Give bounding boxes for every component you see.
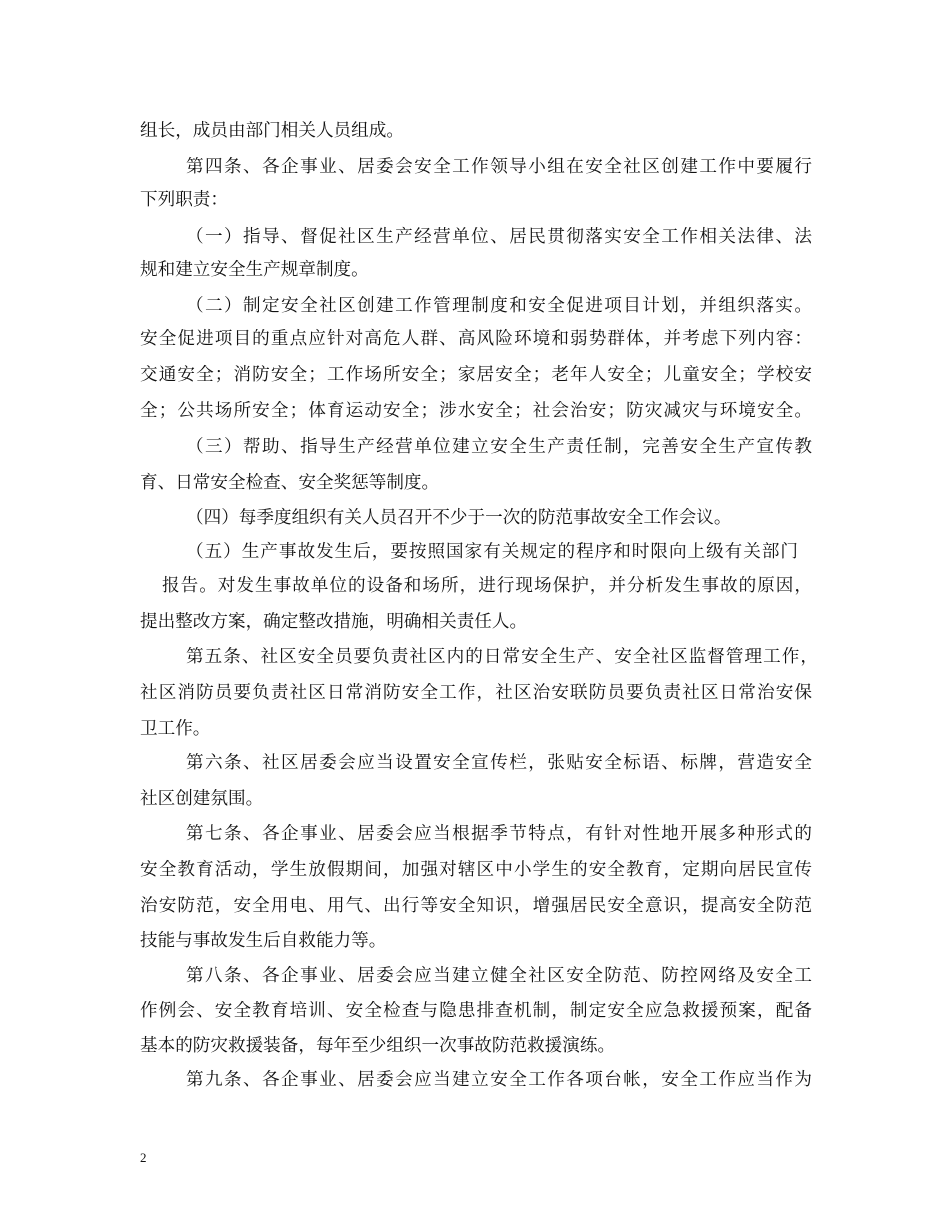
text-line: 安全教育活动，学生放假期间，加强对辖区中小学生的安全教育，定期向居民宣传 bbox=[140, 860, 812, 880]
text-line: 第七条、各企事业、居委会应当根据季节特点，有针对性地开展多种形式的 bbox=[186, 824, 812, 844]
text-line: 提出整改方案，确定整改措施，明确相关责任人。 bbox=[140, 612, 528, 632]
text-line: （三）帮助、指导生产经营单位建立安全生产责任制，完善安全生产宣传教 bbox=[186, 437, 812, 457]
text-line: 第九条、各企事业、居委会应当建立安全工作各项台帐，安全工作应当作为 bbox=[186, 1070, 812, 1090]
text-line: 技能与事故发生后自救能力等。 bbox=[140, 931, 387, 951]
text-line: 组长，成员由部门相关人员组成。 bbox=[140, 121, 404, 141]
text-line: 卫工作。 bbox=[140, 719, 211, 739]
page-number: 2 bbox=[140, 1150, 147, 1165]
text-line: 作例会、安全教育培训、安全检查与隐患排查机制，制定安全应急救援预案，配备 bbox=[140, 1001, 812, 1021]
text-line: （五）生产事故发生后，要按照国家有关规定的程序和时限向上级有关部门 bbox=[186, 542, 798, 562]
text-line: 全；公共场所安全；体育运动安全；涉水安全；社会治安；防灾减灾与环境安全。 bbox=[140, 401, 812, 421]
text-line: 第六条、社区居委会应当设置安全宣传栏，张贴安全标语、标牌，营造安全 bbox=[186, 753, 812, 773]
text-line: 报告。对发生事故单位的设备和场所，进行现场保护，并分析发生事故的原因， bbox=[162, 576, 812, 596]
text-line: 规和建立安全生产规章制度。 bbox=[140, 260, 369, 280]
text-line: 下列职责： bbox=[140, 190, 228, 210]
text-line: 交通安全；消防安全；工作场所安全；家居安全；老年人安全；儿童安全；学校安 bbox=[140, 365, 812, 385]
text-line: 第八条、各企事业、居委会应当建立健全社区安全防范、防控网络及安全工 bbox=[186, 966, 812, 986]
text-line: （一）指导、督促社区生产经营单位、居民贯彻落实安全工作相关法律、法 bbox=[186, 227, 812, 247]
text-line: （二）制定安全社区创建工作管理制度和安全促进项目计划，并组织落实。 bbox=[186, 296, 812, 316]
text-line: 基本的防灾救援装备，每年至少组织一次事故防范救援演练。 bbox=[140, 1036, 616, 1056]
text-line: 第四条、各企事业、居委会安全工作领导小组在安全社区创建工作中要履行 bbox=[186, 157, 812, 177]
text-line: 安全促进项目的重点应针对高危人群、高风险环境和弱势群体，并考虑下列内容： bbox=[140, 329, 812, 349]
text-line: 第五条、社区安全员要负责社区内的日常安全生产、安全社区监督管理工作， bbox=[186, 647, 818, 667]
text-line: 育、日常安全检查、安全奖惩等制度。 bbox=[140, 473, 440, 493]
text-line: 社区创建氛围。 bbox=[140, 789, 264, 809]
text-line: 社区消防员要负责社区日常消防安全工作，社区治安联防员要负责社区日常治安保 bbox=[140, 683, 812, 703]
text-line: （四）每季度组织有关人员召开不少于一次的防范事故安全工作会议。 bbox=[186, 508, 732, 528]
text-line: 治安防范，安全用电、用气、出行等安全知识，增强居民安全意识，提高安全防范 bbox=[140, 896, 812, 916]
